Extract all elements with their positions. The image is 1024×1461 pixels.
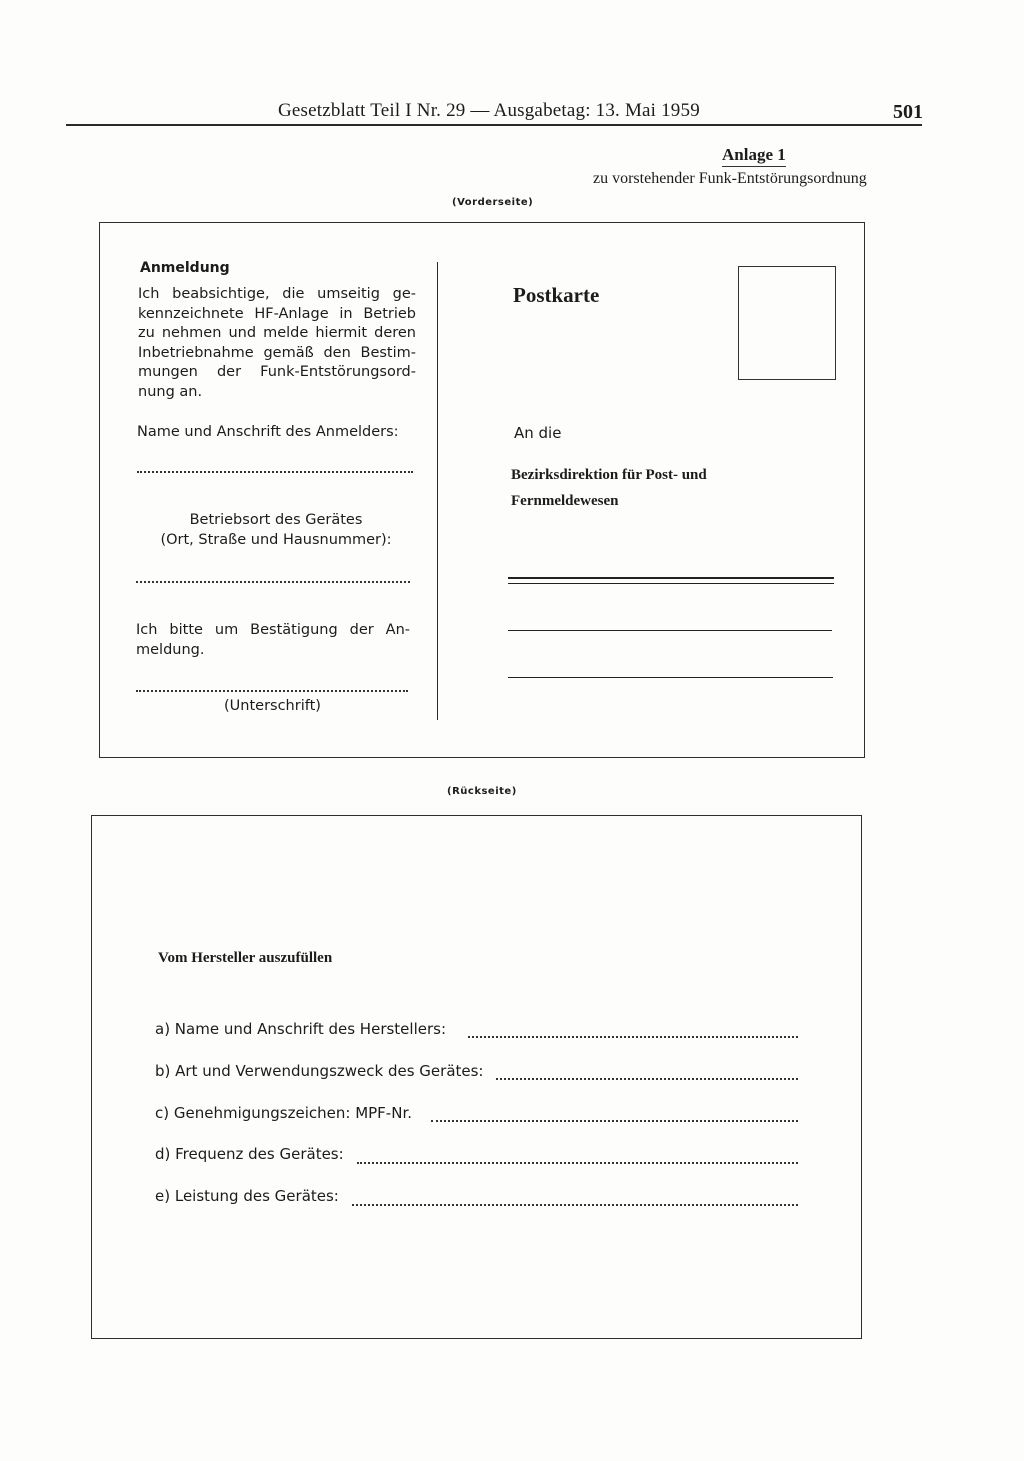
confirmation-text [136,621,410,660]
header-rule [66,124,922,126]
front-caption: (Vorderseite) [452,197,534,208]
to-label: An die [514,424,562,442]
item-dotted-line [357,1162,798,1164]
confirmation-line: meldung. [136,641,205,658]
item-dotted-line [352,1204,798,1206]
annex-subtitle: zu vorstehender Funk-Entstörungsordnung [593,170,867,187]
address-line [508,677,833,678]
address-line [508,630,832,631]
annex-title: Anlage 1 [722,145,786,167]
item-dotted-line [496,1078,798,1080]
location-label-line: (Ort, Straße und Hausnummer): [160,531,392,548]
location-label-line: Betriebsort des Gerätes [189,512,363,528]
manufacturer-item: e) Leistung des Gerätes: [155,1187,339,1205]
manufacturer-heading: Vom Hersteller auszufüllen [158,950,333,966]
postcard-divider [437,262,438,720]
paragraph-line: nung an. [138,383,203,400]
signature-label: (Unterschrift) [224,698,321,714]
header-title: Gesetzblatt Teil I Nr. 29 — Ausgabetag: 13. Mai 1959 [278,100,700,121]
item-dotted-line [431,1120,798,1122]
back-caption: (Rückseite) [447,786,517,797]
manufacturer-item: b) Art und Verwendungszweck des Gerätes: [155,1062,484,1080]
location-dotted-line [136,581,410,583]
stamp-box [738,266,836,380]
manufacturer-item: d) Frequenz des Gerätes: [155,1145,344,1163]
confirmation-line: Ich bitte um Bestätigung der An- [136,622,410,638]
paragraph-line: zu nehmen und melde hiermit deren [138,325,416,341]
manufacturer-item: a) Name und Anschrift des Herstellers: [155,1020,447,1038]
registration-heading: Anmeldung [140,260,230,276]
page-number: 501 [893,101,923,123]
item-dotted-line [468,1036,798,1038]
postcard-title: Postkarte [513,283,600,307]
location-label [137,511,415,550]
paragraph-line: mungen der Funk-Entstörungsord- [138,364,416,380]
applicant-dotted-line [137,471,413,473]
address-line [508,583,834,584]
paragraph-line: Inbetriebnahme gemäß den Bestim- [138,344,416,361]
recipient-address [511,462,707,514]
paragraph-line: Ich beabsichtige, die umseitig ge- [138,286,416,302]
recipient-line: Bezirksdirektion für Post- und [511,467,707,483]
address-line [508,577,834,579]
signature-dotted-line [136,690,408,692]
recipient-line: Fernmeldewesen [511,493,619,509]
paragraph-line: kennzeichnete HF-Anlage in Betrieb [138,305,416,322]
applicant-label: Name und Anschrift des Anmelders: [137,424,399,440]
manufacturer-item: c) Genehmigungszeichen: MPF-Nr. [155,1104,412,1122]
registration-paragraph [138,285,416,402]
